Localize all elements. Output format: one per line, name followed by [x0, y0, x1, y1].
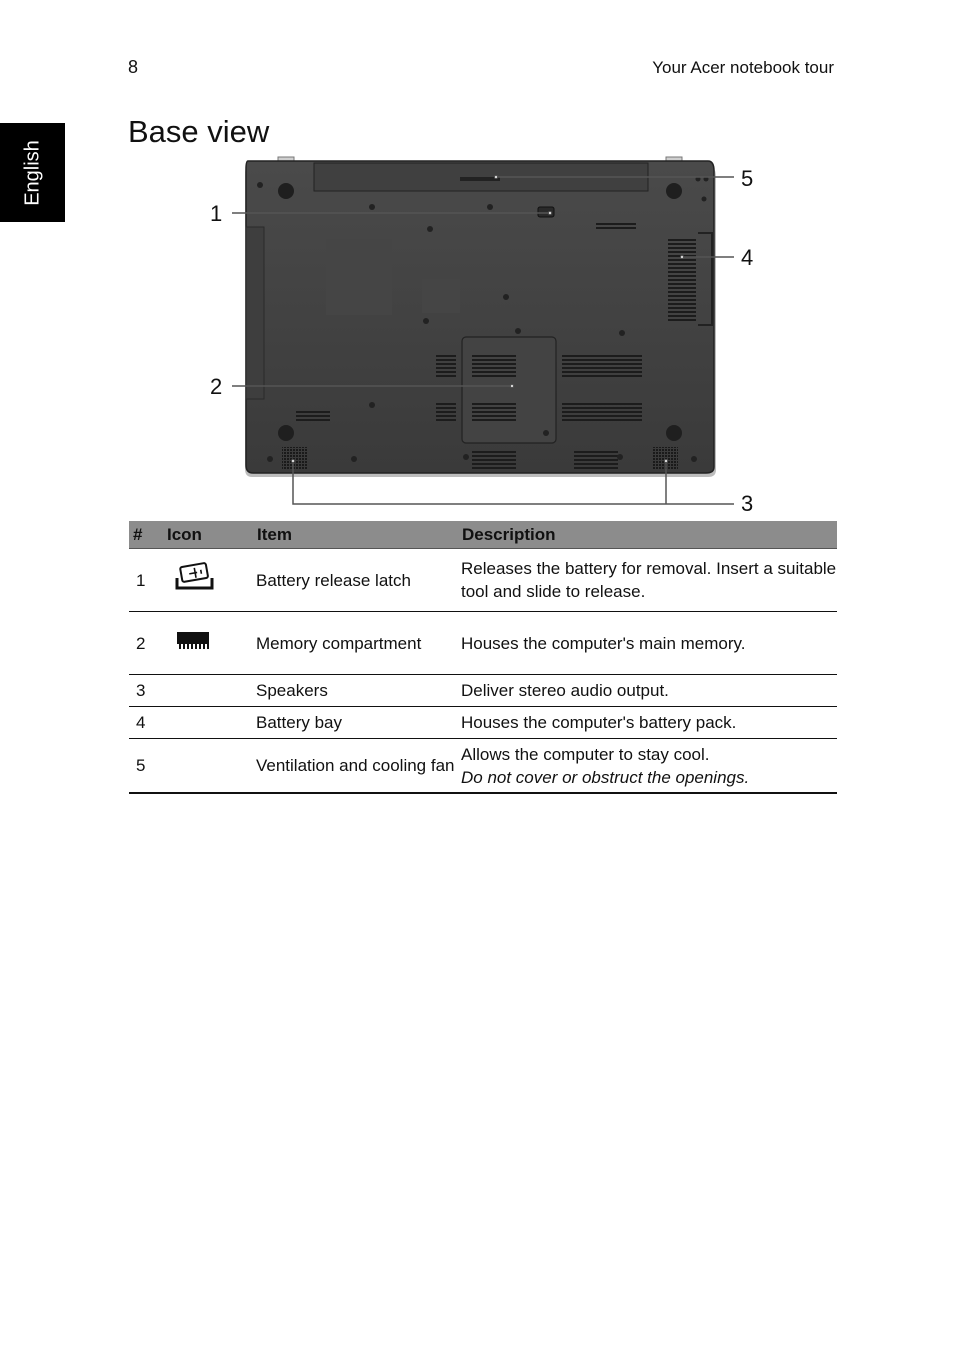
row-number: 4: [129, 707, 163, 739]
row-icon: [163, 675, 253, 707]
table-row: [129, 612, 837, 675]
row-number: 2: [129, 612, 163, 675]
row-item: Battery release latch: [253, 549, 458, 612]
section-title: Base view: [128, 114, 270, 149]
table-row: [129, 549, 837, 612]
row-description: [458, 739, 837, 794]
row-icon: [163, 549, 253, 612]
callout-4: 4: [741, 245, 754, 270]
row-item: Memory compartment: [253, 612, 458, 675]
row-description: Houses the computer's main memory.: [458, 612, 837, 675]
laptop-base-drawing: [200, 155, 770, 520]
page-number: 8: [128, 57, 139, 77]
callout-5: 5: [741, 166, 754, 191]
memory-icon: [175, 628, 211, 652]
row-number: 5: [129, 739, 163, 794]
table-header-row: [129, 521, 837, 549]
row-description-text: Allows the computer to stay cool.: [461, 744, 710, 764]
row-icon: [163, 739, 253, 794]
parts-table: [129, 521, 837, 794]
callout-3: 3: [741, 491, 754, 516]
row-description-note: Do not cover or obstruct the openings.: [461, 767, 750, 787]
callout-2: 2: [210, 374, 223, 399]
row-description: Deliver stereo audio output.: [458, 675, 837, 707]
running-head: Your Acer notebook tour: [652, 58, 834, 77]
table-row: [129, 707, 837, 739]
column-header-icon: Icon: [163, 521, 253, 549]
language-tab: [0, 123, 65, 222]
column-header-number: #: [129, 521, 163, 549]
row-number: 1: [129, 549, 163, 612]
row-icon: [163, 612, 253, 675]
row-description: Releases the battery for removal. Insert a suitable tool and slide to release.: [458, 549, 837, 612]
callout-1: 1: [210, 201, 223, 226]
row-item: Ventilation and cooling fan: [253, 739, 458, 794]
row-number: 3: [129, 675, 163, 707]
language-tab-label: English: [21, 139, 43, 206]
table-row: [129, 675, 837, 707]
row-icon: [163, 707, 253, 739]
row-description: Houses the computer's battery pack.: [458, 707, 837, 739]
row-item: Battery bay: [253, 707, 458, 739]
column-header-item: Item: [253, 521, 458, 549]
table-row: [129, 739, 837, 794]
battery-release-latch-icon: [175, 562, 215, 592]
row-item: Speakers: [253, 675, 458, 707]
column-header-description: Description: [458, 521, 837, 549]
base-view-illustration: [200, 155, 770, 520]
